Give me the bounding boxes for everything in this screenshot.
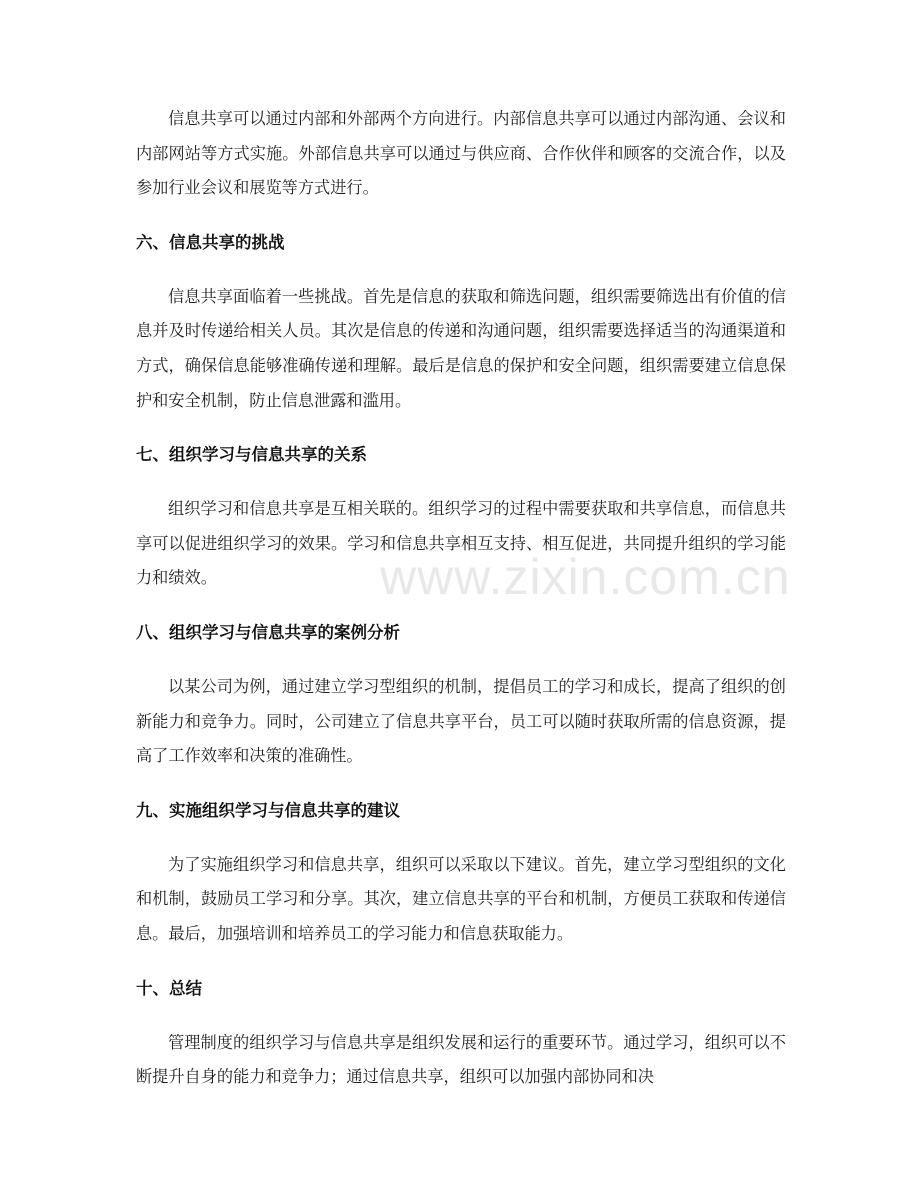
section-heading-suggestions: 九、实施组织学习与信息共享的建议	[136, 800, 400, 820]
paragraph-challenges: 信息共享面临着一些挑战。首先是信息的获取和筛选问题，组织需要筛选出有价值的信息并及时传递给相关人员。其次是信息的传递和沟通问题，组织需要选择适当的沟通渠道和方式，确保信息能够准确传递和理解。最后是信息的保护和安全问题，组织需要建立信息保护和安全机制，防止信息泄露和滥用。	[136, 286, 786, 410]
section-heading-relationship: 七、组织学习与信息共享的关系	[136, 445, 367, 465]
paragraph-suggestions: 为了实施组织学习和信息共享，组织可以采取以下建议。首先，建立学习型组织的文化和机制，鼓励员工学习和分享。其次，建立信息共享的平台和机制，方便员工获取和传递信息。最后，加强培训和培养员工的学习能力和信息获取能力。	[136, 854, 786, 943]
paragraph-relationship: 组织学习和信息共享是互相关联的。组织学习的过程中需要获取和共享信息，而信息共享可以促进组织学习的效果。学习和信息共享相互支持、相互促进，共同提升组织的学习能力和绩效。	[136, 499, 786, 588]
document-body	[136, 102, 786, 1117]
paragraph-summary: 管理制度的组织学习与信息共享是组织发展和运行的重要环节。通过学习，组织可以不断提升自身的能力和竞争力；通过信息共享，组织可以加强内部协同和决	[136, 1032, 786, 1087]
paragraph-internal-external-sharing: 信息共享可以通过内部和外部两个方向进行。内部信息共享可以通过内部沟通、会议和内部网站等方式实施。外部信息共享可以通过与供应商、合作伙伴和顾客的交流合作，以及参加行业会议和展览等方式进行。	[136, 109, 786, 198]
section-heading-case-study: 八、组织学习与信息共享的案例分析	[136, 622, 400, 642]
paragraph-case-study: 以某公司为例，通过建立学习型组织的机制，提倡员工的学习和成长，提高了组织的创新能力和竞争力。同时，公司建立了信息共享平台，员工可以随时获取所需的信息资源，提高了工作效率和决策的准确性。	[136, 676, 786, 766]
section-heading-summary: 十、总结	[136, 978, 202, 998]
section-heading-challenges: 六、信息共享的挑战	[136, 232, 285, 252]
watermark: www.zixin.com.cn	[380, 549, 791, 605]
